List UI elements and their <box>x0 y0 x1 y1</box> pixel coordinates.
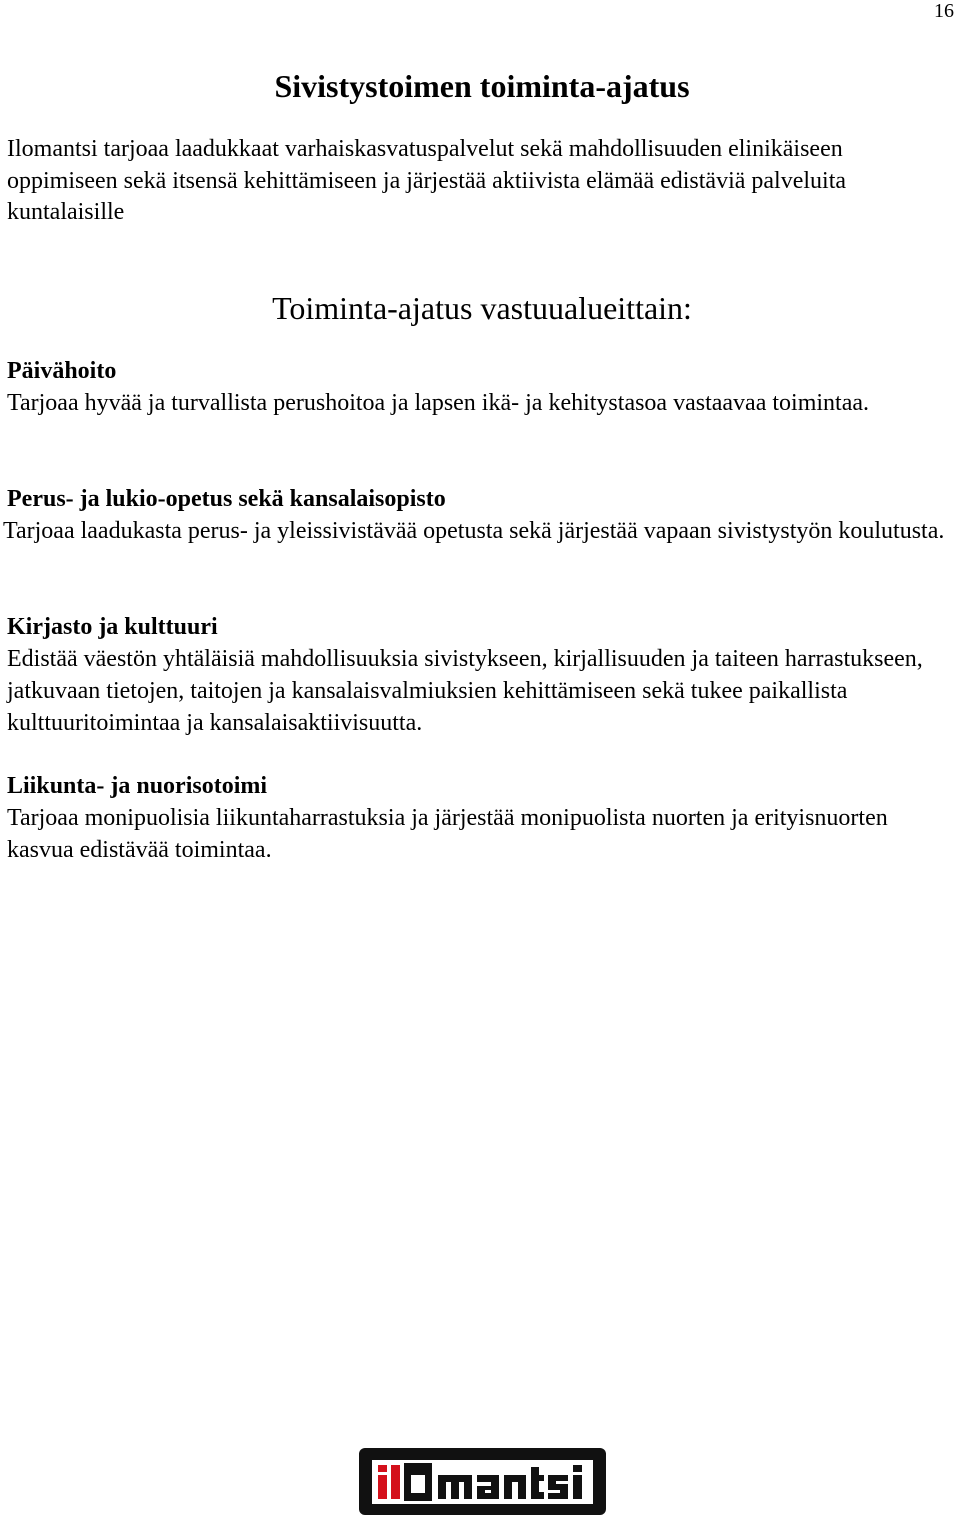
section-perus-ja-lukio-opetus <box>3 483 957 547</box>
section-subtitle: Toiminta-ajatus vastuualueittain: <box>272 290 692 326</box>
section-kirjasto-ja-kulttuuri <box>7 611 957 739</box>
section-paivahoito <box>7 355 957 419</box>
section-text: Tarjoaa laadukasta perus- ja yleissivistävää opetusta sekä järjestää vapaan sivistystyön koulutusta. <box>3 518 945 544</box>
page-number: 16 <box>934 0 954 22</box>
section-heading: Päivähoito <box>7 358 117 384</box>
ilomantsi-logo-icon <box>374 1461 591 1503</box>
section-liikunta-ja-nuorisotoimi <box>7 770 957 866</box>
intro-paragraph: Ilomantsi tarjoaa laadukkaat varhaiskasvatuspalvelut sekä mahdollisuuden elinikäiseen oppimiseen sekä itsensä kehittämiseen ja järjestää aktiivista elämää edistäviä palveluita kuntalaisille <box>7 136 847 225</box>
page-title: Sivistystoimen toiminta-ajatus <box>274 68 690 104</box>
section-heading: Perus- ja lukio-opetus sekä kansalaisopisto <box>7 486 446 512</box>
ilomantsi-logo <box>359 1448 606 1515</box>
section-heading: Kirjasto ja kulttuuri <box>7 614 218 640</box>
section-heading: Liikunta- ja nuorisotoimi <box>7 773 268 799</box>
section-text: Tarjoaa monipuolisia liikuntaharrastuksia ja järjestää monipuolista nuorten ja erityisnuorten kasvua edistävää toimintaa. <box>7 805 888 863</box>
section-text: Edistää väestön yhtäläisiä mahdollisuuksia sivistykseen, kirjallisuuden ja taiteen harrastukseen, jatkuvaan tietojen, taitojen ja kansalaisvalmiuksien kehittämiseen sekä tukee paikallista kulttuuritoimintaa ja kansalaisaktiivisuutta. <box>7 646 923 736</box>
section-text: Tarjoaa hyvää ja turvallista perushoitoa ja lapsen ikä- ja kehitystasoa vastaavaa toimintaa. <box>7 390 869 416</box>
